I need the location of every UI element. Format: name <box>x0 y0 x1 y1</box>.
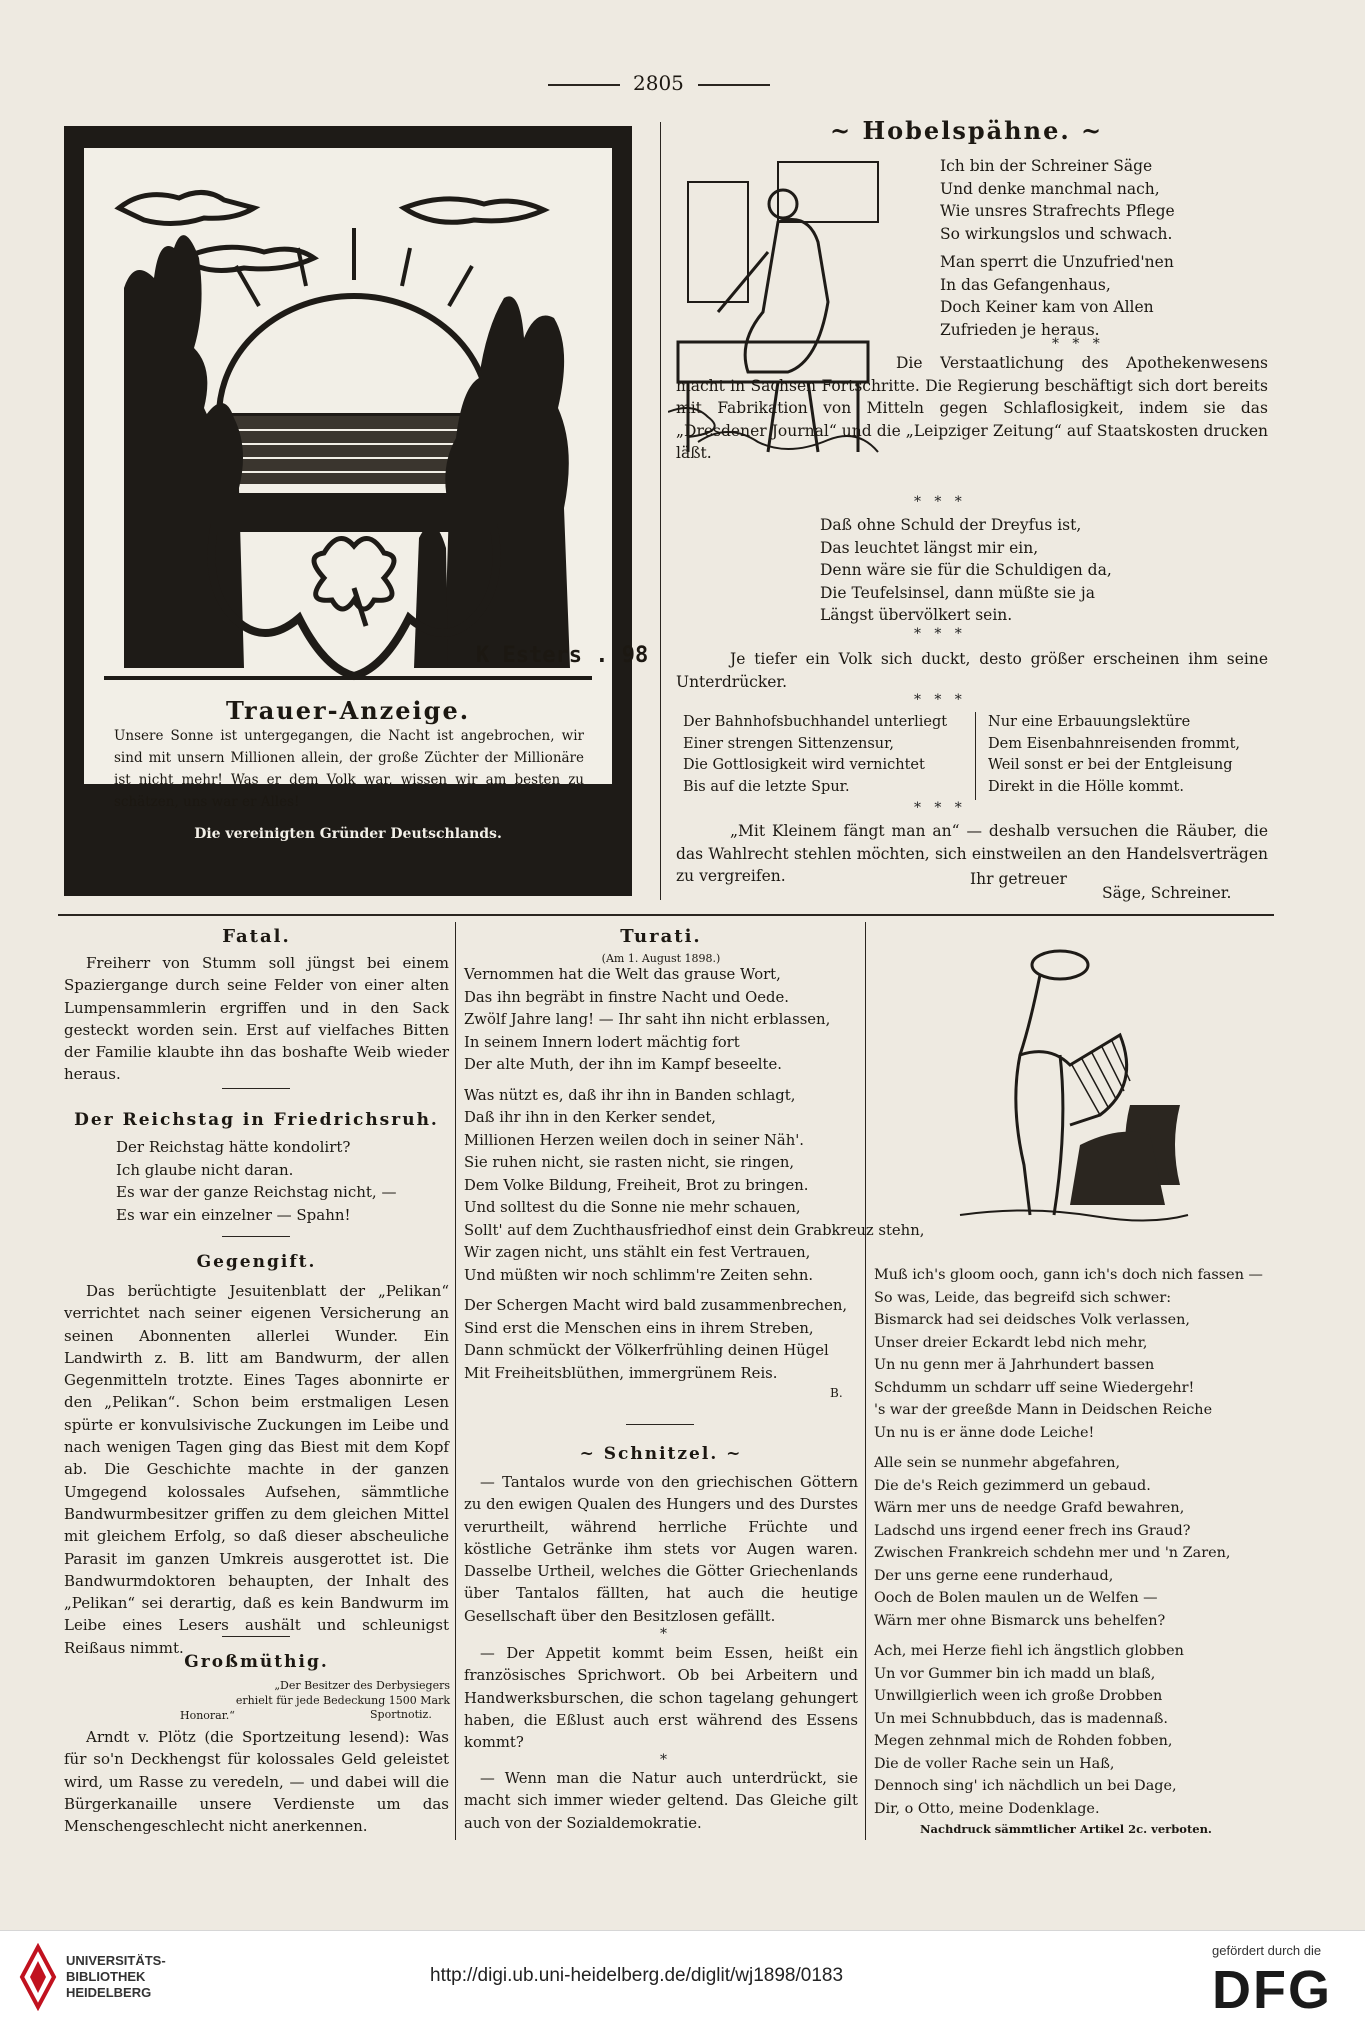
reichstag-title: Der Reichstag in Friedrichsruh. <box>74 1110 439 1130</box>
fatal-text: Freiherr von Stumm soll jüngst bei einem Spaziergange durch seine Felder von einer alten Lumpensammlerin ergriffen und in den Sack gesteckt worden sein. Erst auf vielfaches Bitten der Familie klaubte ihn das boshafte Weib wieder heraus. <box>64 954 449 1084</box>
hobel-poem-4-right: Nur eine Erbauungslektüre Dem Eisenbahnreisenden frommt, Weil sonst er bei der Entgleisung Direkt in die Hölle kommt. <box>988 714 1241 795</box>
ornament-icon: ~ <box>718 1444 743 1464</box>
library-name: UNIVERSITÄTS- BIBLIOTHEK HEIDELBERG <box>66 1953 166 2000</box>
article-divider <box>222 1236 290 1237</box>
hobel-para-2: Je tiefer ein Volk sich duckt, desto größer erscheinen ihm seine Unterdrücker. <box>676 650 1268 691</box>
column-rule-1 <box>455 922 456 1840</box>
ornament-icon: ~ <box>579 1444 604 1464</box>
schnitzel-para-3: — Wenn man die Natur auch unterdrückt, sie macht sich immer wieder geltend. Das Gleiche gilt auch von der Sozialdemokratie. <box>464 1770 858 1832</box>
ornament-icon: ~ <box>830 116 863 145</box>
gross-quote: „Der Besitzer des Derbysiegers erhielt für jede Bedeckung 1500 Mark Honorar.“ <box>180 1679 450 1722</box>
article-divider <box>222 1088 290 1089</box>
header-rule-right <box>698 84 770 86</box>
poster-text: Unsere Sonne ist untergegangen, die Nacht ist angebrochen, wir sind mit unsern Millionen allein, der große Züchter der Millionäre ist nicht mehr! Was er dem Volk war, wissen wir am besten zu schätzen, uns war er Alles! <box>114 728 584 810</box>
gross-text: Arndt v. Plötz (die Sportzeitung lesend): Was für so'n Deckhengst für kolossales Geld geleistet wird, um Rasse zu veredeln, — und dabei will die Bürgerkanaille unsere Verdienste um das Menschengeschlecht nicht anerkennen. <box>64 1728 449 1836</box>
hobel-poem-2: Man sperrt die Unzufried'nen In das Gefangenhaus, Doch Keiner kam von Allen Zufrieden je heraus. <box>940 253 1174 339</box>
hobel-poem-4-left: Der Bahnhofsbuchhandel unterliegt Einer strengen Sittenzensur, Die Gottlosigkeit wird vernichtet Bis auf die letzte Spur. <box>683 714 948 795</box>
separator-star: * <box>660 1752 667 1768</box>
funding-note: gefördert durch die <box>1212 1943 1322 1958</box>
dialect-poem: Muß ich's gloom ooch, gann ich's doch nich fassen — So was, Leide, das begreifd sich schwer: Bismarck had sei deidsches Volk verlassen, Unser dreier Eckardt lebd nich mehr, Un nu genn mer ä Jahrhundert bassen Schdumm un schdarr uff seine Wiedergehr! 's war der greeßde Mann in Deidschen Reiche Un nu is er änne dode Leiche! Alle sein se nunmehr abgefahren, Die de's Reich gezimmerd un gebaud. Wärn mer uns de needge Grafd bewahren, Ladschd uns irgend eener frech ins Graud? Zwischen Frankreich schdehn mer und 'n Zaren, Der uns gerne eene runderhaud, Ooch de Bolen maulen un de Welfen — Wärn mer ohne Bismarck uns behelfen? Ach, mei Herze fiehl ich ängstlich globben Un vor Gummer bin ich madd un blaß, Unwillgierlich ween ich große Drobben Un mei Schnubbduch, das is madennaß. Megen zehnmal mich de Rohden fobben, Die de voller Rache sein un Haß, Dennoch sing' ich nächdlich un bei Dage, Dir, o Otto, meine Dodenklage. <box>874 1267 1263 1817</box>
library-logo-icon <box>18 1943 58 2011</box>
gross-title: Großmüthig. <box>184 1652 329 1672</box>
separator-stars: * * * <box>914 494 962 510</box>
artist-signature: K Esters . 98 <box>476 643 649 668</box>
gross-source: Sportnotiz. <box>370 1708 432 1721</box>
turati-title: Turati. <box>620 926 702 947</box>
separator-stars: * * * <box>1052 336 1100 352</box>
page-number: 2805 <box>633 71 684 95</box>
hobel-para-1: Die Verstaatlichung des Apothekenwesens macht in Sachsen Fortschritte. Die Regierung beschäftigt sich dort bereits mit Fabrikation von Mitteln gegen Schlaflosigkeit, indem sie das „Dresdener Journal“ und die „Leipziger Zeitung“ auf Staatskosten drucken läßt. <box>676 354 1268 462</box>
poster-signed: Die vereinigten Gründer Deutschlands. <box>194 826 502 842</box>
hobel-closing: Ihr getreuer <box>970 870 1067 888</box>
top-column-rule <box>660 122 661 900</box>
hobel-poem-3: Daß ohne Schuld der Dreyfus ist, Das leuchtet längst mir ein, Denn wäre sie für die Schuldigen da, Die Teufelsinsel, dann müßte sie ja Längst übervölkert sein. <box>820 516 1112 624</box>
gegengift-text: Das berüchtigte Jesuitenblatt der „Pelikan“ verrichtet nach seiner eigenen Versicherung an seinen Abonnenten allerlei Wunder. Ein Landwirth z. B. litt am Bandwurm, der allen Gegenmitteln trotzte. Eines Tages abonnirte er den „Pelikan“. Schon beim erstmaligen Lesen spürte er konvulsivische Zuckungen im Leibe und nach wenigen Tagen ging das Biest mit dem Kopf ab. Die Geschichte machte in der ganzen Umgegend kolossales Aufsehen, sämmtliche Bandwurmbesitzer griffen zu dem gleichen Mittel mit gleichem Erfolg, so daß dieser abscheuliche Parasit im ganzen Umkreis ausgerottet ist. Die Bandwurmdoktoren behaupten, der Inhalt des „Pelikan“ sei derartig, daß es kein Bandwurm im Leibe eines Lesers aushält und schleunigst Reißaus nimmt. <box>64 1282 449 1657</box>
mourning-poster <box>64 126 649 896</box>
hobel-sign: Säge, Schreiner. <box>1102 884 1232 902</box>
turati-poem: Vernommen hat die Welt das grause Wort, Das ihn begräbt in finstre Nacht und Oede. Zwölf Jahre lang! — Ihr saht ihn nicht erblassen, In seinem Innern lodert mächtig fort Der alte Muth, der ihn im Kampf beseelte. Was nützt es, daß ihr ihn in Banden schlagt, Daß ihr ihn in den Kerker sendet, Millionen Herzen weilen doch in seiner Näh'. Sie ruhen nicht, sie rasten nicht, sie ringen, Dem Volke Bildung, Freiheit, Brot zu bringen. Und solltest du die Sonne nie mehr schauen, Sollt' auf dem Zuchthausfriedhof einst dein Grabkreuz stehn, Wir zagen nicht, uns stählt ein fest Vertrauen, Und müßten wir noch schlimm're Zeiten sehn. Der Schergen Macht wird bald zusammenbrechen, Sind erst die Menschen eins in ihrem Streben, Dann schmückt der Völkerfrühling deinen Hügel Mit Freiheitsblüthen, immergrünem Reis. <box>464 966 925 1382</box>
turati-date: (Am 1. August 1898.) <box>601 952 721 965</box>
ornament-icon: ~ <box>1070 116 1104 145</box>
header-rule-left <box>548 84 620 86</box>
turati-signature: B. <box>830 1386 843 1400</box>
dfg-logo: DFG <box>1212 1960 1332 2020</box>
hobel-para-3: „Mit Kleinem fängt man an“ — deshalb versuchen die Räuber, die das Wahlrecht stehlen möchten, sich einstweilen an den Handelsverträgen zu vergreifen. <box>676 822 1268 885</box>
separator-stars: * * * <box>914 692 962 708</box>
separator-stars: * * * <box>914 800 962 816</box>
fatal-title: Fatal. <box>222 926 291 947</box>
hobel-poem-1: Ich bin der Schreiner Säge Und denke manchmal nach, Wie unsres Strafrechts Pflege So wirkungslos und schwach. <box>940 157 1175 243</box>
separator-stars: * * * <box>914 626 962 642</box>
schnitzel-para-2: — Der Appetit kommt beim Essen, heißt ein französisches Sprichwort. Ob bei Arbeitern und Handwerksburschen, die schon tagelang gehungert haben, die Eßlust auch erst während des Essens kommt? <box>464 1645 858 1752</box>
library-footer <box>0 1930 1365 2026</box>
article-divider <box>626 1424 694 1425</box>
sunset-illustration <box>84 148 612 784</box>
harp-man-illustration <box>950 935 1190 1231</box>
schnitzel-para-1: — Tantalos wurde von den griechischen Göttern zu den ewigen Qualen des Hungers und des Durstes verurtheilt, während herrliche Früchte und köstliche Getränke ihm stets vor Augen waren. Dasselbe Urtheil, welches die Götter Griechenlands über Tantalos fällten, hat auch die heutige Gesellschaft über den Besitzlosen gefällt. <box>464 1474 858 1625</box>
poster-illustration <box>84 148 649 810</box>
article-divider <box>222 1636 290 1637</box>
reichstag-poem: Der Reichstag hätte kondolirt? Ich glaube nicht daran. Es war der ganze Reichstag nicht, — Es war ein einzelner — Spahn! <box>116 1138 397 1224</box>
poster-title: Trauer-Anzeige. <box>225 696 471 725</box>
reprint-notice: Nachdruck sämmtlicher Artikel 2c. verboten. <box>920 1822 1212 1836</box>
gegengift-title: Gegengift. <box>196 1252 317 1272</box>
section-rule <box>58 914 1274 916</box>
hobel-title: ~ Hobelspähne. ~ <box>830 116 1104 145</box>
separator-star: * <box>660 1626 667 1642</box>
schnitzel-title: ~ Schnitzel. ~ <box>579 1444 743 1464</box>
source-url[interactable]: http://digi.ub.uni-heidelberg.de/diglit/wj1898/0183 <box>430 1965 844 1986</box>
poem-divider <box>975 712 976 800</box>
